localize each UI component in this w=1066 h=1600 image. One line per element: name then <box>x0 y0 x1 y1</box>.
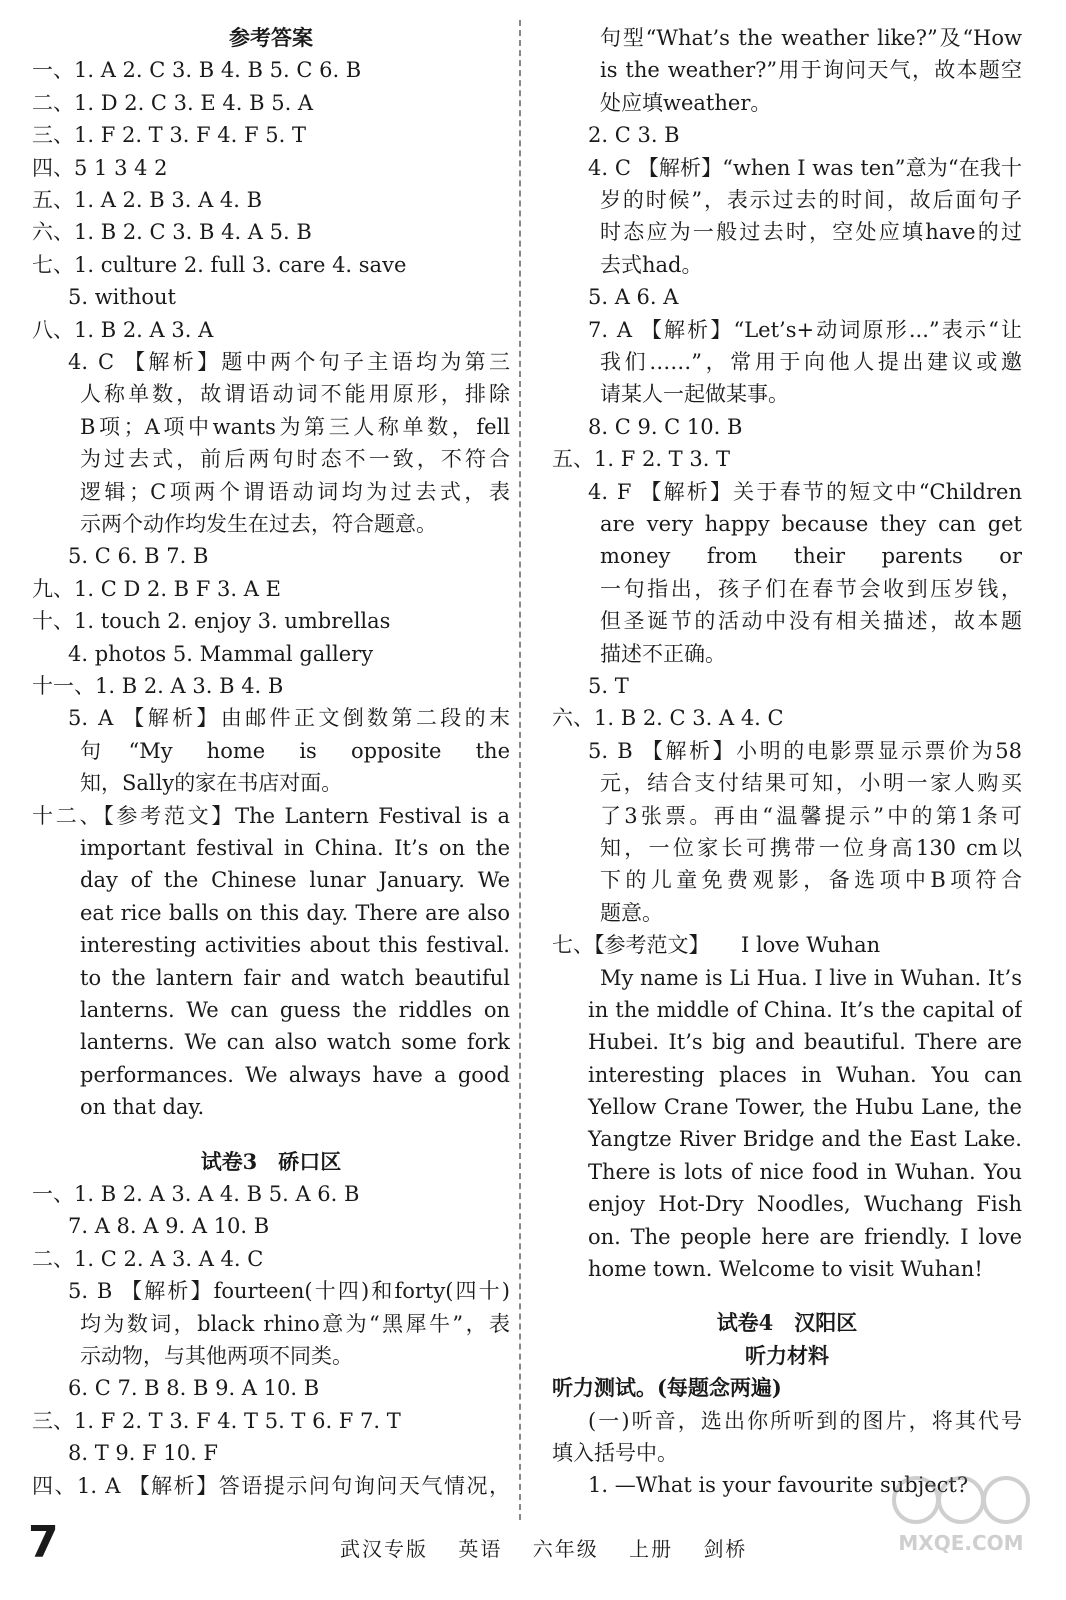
left-line: 5. without <box>68 285 176 310</box>
right-line: 一句指出，孩子们在春节会收到压岁钱， <box>600 576 1022 601</box>
left-line: 为过去式，前后两句时态不一致，不符合 <box>80 447 510 472</box>
left-line: 6. C 7. B 8. B 9. A 10. B <box>68 1376 320 1401</box>
left-line: 逻辑；C项两个谓语动词均为过去式，表 <box>80 479 510 504</box>
right-line: 5. A 6. A <box>588 285 679 310</box>
right-line: 我们……”，常用于向他人提出建议或邀 <box>600 349 1022 374</box>
right-line: are very happy because they can get <box>600 511 1022 536</box>
left-line: 六、1. B 2. C 3. B 4. A 5. B <box>32 220 312 245</box>
right-line: 去式had。 <box>600 252 703 277</box>
footer-grade: 六年级 <box>532 1537 599 1561</box>
right-line: (一)听音，选出你所听到的图片，将其代号 <box>588 1408 1022 1433</box>
left-line: 人称单数，故谓语动词不能用原形，排除 <box>80 382 510 407</box>
right-line: 听力材料 <box>745 1342 829 1368</box>
left-line: 4. C 【解析】题中两个句子主语均为第三 <box>68 350 510 375</box>
right-line: in the middle of China. It’s the capital of <box>588 997 1022 1022</box>
right-line: enjoy Hot-Dry Noodles, Wuchang Fish <box>588 1192 1022 1217</box>
left-line: 示动物，与其他两项不同类。 <box>80 1343 353 1368</box>
right-line: 了3张票。再由“温馨提示”中的第1条可 <box>600 803 1022 828</box>
right-line: My name is Li Hua. I live in Wuhan. It’s <box>600 965 1022 990</box>
watermark-logo <box>886 1470 1036 1560</box>
left-line: 三、1. F 2. T 3. F 4. T 5. T 6. F 7. T <box>32 1408 401 1433</box>
right-line: 7. A 【解析】“Let’s+动词原形...”表示“让 <box>588 317 1022 342</box>
right-line <box>552 1285 1022 1307</box>
footer <box>340 1533 769 1562</box>
left-line: 二、1. D 2. C 3. E 4. B 5. A <box>32 90 314 115</box>
left-line: 句“My home is opposite the <box>80 738 510 763</box>
right-line: 1. —What is your favourite subject? <box>588 1473 969 1498</box>
left-line: 8. T 9. F 10. F <box>68 1441 218 1466</box>
left-line: 5. A 【解析】由邮件正文倒数第二段的末 <box>68 706 510 731</box>
left-line: 二、1. C 2. A 3. A 4. C <box>32 1246 264 1271</box>
footer-subject: 英语 <box>458 1537 503 1561</box>
right-line: 但圣诞节的活动中没有相关描述，故本题 <box>600 609 1022 634</box>
left-line: 4. photos 5. Mammal gallery <box>68 641 374 666</box>
right-line: 2. C 3. B <box>588 123 680 148</box>
left-line: 示两个动作均发生在过去，符合题意。 <box>80 512 437 537</box>
right-line: 知，一位家长可携带一位身高130 cm以 <box>600 835 1022 860</box>
left-line: day of the Chinese lunar January. We <box>80 868 510 893</box>
right-line: is the weather?”用于询问天气，故本题空 <box>600 58 1022 83</box>
left-line: 均为数词，black rhino意为“黑犀牛”，表 <box>80 1311 510 1336</box>
left-line: 一、1. B 2. A 3. A 4. B 5. A 6. B <box>32 1181 360 1206</box>
right-line: Hubei. It’s big and beautiful. There are <box>588 1030 1022 1055</box>
right-line: 5. T <box>588 673 629 698</box>
svg-text:MXQE.COM: MXQE.COM <box>898 1531 1024 1555</box>
right-line: 描述不正确。 <box>600 641 726 666</box>
left-line: B项；A项中wants为第三人称单数，fell <box>80 414 510 439</box>
left-line: eat rice balls on this day. There are also <box>80 900 510 925</box>
left-line: 七、1. culture 2. full 3. care 4. save <box>32 252 407 277</box>
left-line: 试卷3 硚口区 <box>200 1148 342 1174</box>
right-line: 七、【参考范文】 I love Wuhan <box>552 933 881 958</box>
left-line: 5. B 【解析】fourteen(十四)和forty(四十) <box>68 1279 510 1304</box>
right-line: 六、1. B 2. C 3. A 4. C <box>552 706 784 731</box>
left-line: 一、1. A 2. C 3. B 4. B 5. C 6. B <box>32 58 362 83</box>
left-line: 九、1. C D 2. B F 3. A E <box>32 576 281 601</box>
right-line: 8. C 9. C 10. B <box>588 414 743 439</box>
left-line: 四、5 1 3 4 2 <box>32 155 168 180</box>
left-line: 四、1. A 【解析】答语提示问句询问天气情况， <box>32 1473 510 1498</box>
right-line: 4. C 【解析】“when I was ten”意为“在我十 <box>588 155 1022 180</box>
left-line: 十二、【参考范文】The Lantern Festival is a <box>32 803 510 828</box>
page-number: 7 <box>28 1517 59 1568</box>
left-line: to the lantern fair and watch beautiful <box>80 965 510 990</box>
right-line: 请某人一起做某事。 <box>600 382 789 407</box>
right-column <box>552 22 1022 1502</box>
right-line: 句型“What’s the weather like?”及“How <box>600 26 1022 50</box>
left-line: 参考答案 <box>229 25 313 50</box>
left-line: 三、1. F 2. T 3. F 4. F 5. T <box>32 123 306 148</box>
left-line <box>32 1124 510 1146</box>
right-line: 听力测试。(每题念两遍) <box>552 1375 782 1401</box>
left-line: important festival in China. It’s on the <box>80 836 510 861</box>
right-line: home town. Welcome to visit Wuhan! <box>588 1257 983 1282</box>
right-line: 试卷4 汉阳区 <box>716 1310 858 1336</box>
right-line: 填入括号中。 <box>552 1441 678 1466</box>
left-line: 五、1. A 2. B 3. A 4. B <box>32 188 263 213</box>
left-line: 5. C 6. B 7. B <box>68 544 209 569</box>
left-line: lanterns. We can guess the riddles on <box>80 997 510 1022</box>
right-line: money from their parents or <box>600 544 1022 569</box>
left-column <box>32 22 510 1502</box>
right-line: There is lots of nice food in Wuhan. You <box>588 1159 1022 1184</box>
right-line: Yellow Crane Tower, the Hubu Lane, the <box>588 1095 1022 1120</box>
right-line: 处应填weather。 <box>600 90 772 115</box>
right-line: Yangtze River Bridge and the East Lake. <box>588 1127 1022 1152</box>
left-line: 十、1. touch 2. enjoy 3. umbrellas <box>32 609 391 634</box>
right-line: 五、1. F 2. T 3. T <box>552 447 731 472</box>
footer-edition: 武汉专版 <box>340 1537 428 1561</box>
right-line: interesting places in Wuhan. You can <box>588 1062 1022 1087</box>
left-line: 7. A 8. A 9. A 10. B <box>68 1214 270 1239</box>
right-line: on. The people here are friendly. I love <box>588 1224 1022 1249</box>
left-line: 知，Sally的家在书店对面。 <box>80 771 343 796</box>
right-line: 5. B 【解析】小明的电影票显示票价为58 <box>588 738 1022 763</box>
left-line: performances. We always have a good <box>80 1062 510 1087</box>
left-line: lanterns. We can also watch some fork <box>80 1030 510 1055</box>
left-line: on that day. <box>80 1095 205 1120</box>
left-line: 八、1. B 2. A 3. A <box>32 317 214 342</box>
left-line: 十一、1. B 2. A 3. B 4. B <box>32 674 284 699</box>
right-line: 时态应为一般过去时，空处应填have的过 <box>600 220 1022 245</box>
left-line: interesting activities about this festival. <box>80 933 510 958</box>
right-line: 下的儿童免费观影，备选项中B项符合 <box>600 868 1022 893</box>
footer-volume: 上册 <box>629 1537 674 1561</box>
right-line: 元，结合支付结果可知，小明一家人购买 <box>600 771 1022 796</box>
right-line: 岁的时候”，表示过去的时间，故后面句子 <box>600 187 1022 212</box>
right-line: 题意。 <box>600 900 663 925</box>
footer-brand: 剑桥 <box>703 1537 748 1561</box>
right-line: 4. F 【解析】关于春节的短文中“Children <box>588 479 1022 504</box>
column-divider <box>519 20 521 1520</box>
